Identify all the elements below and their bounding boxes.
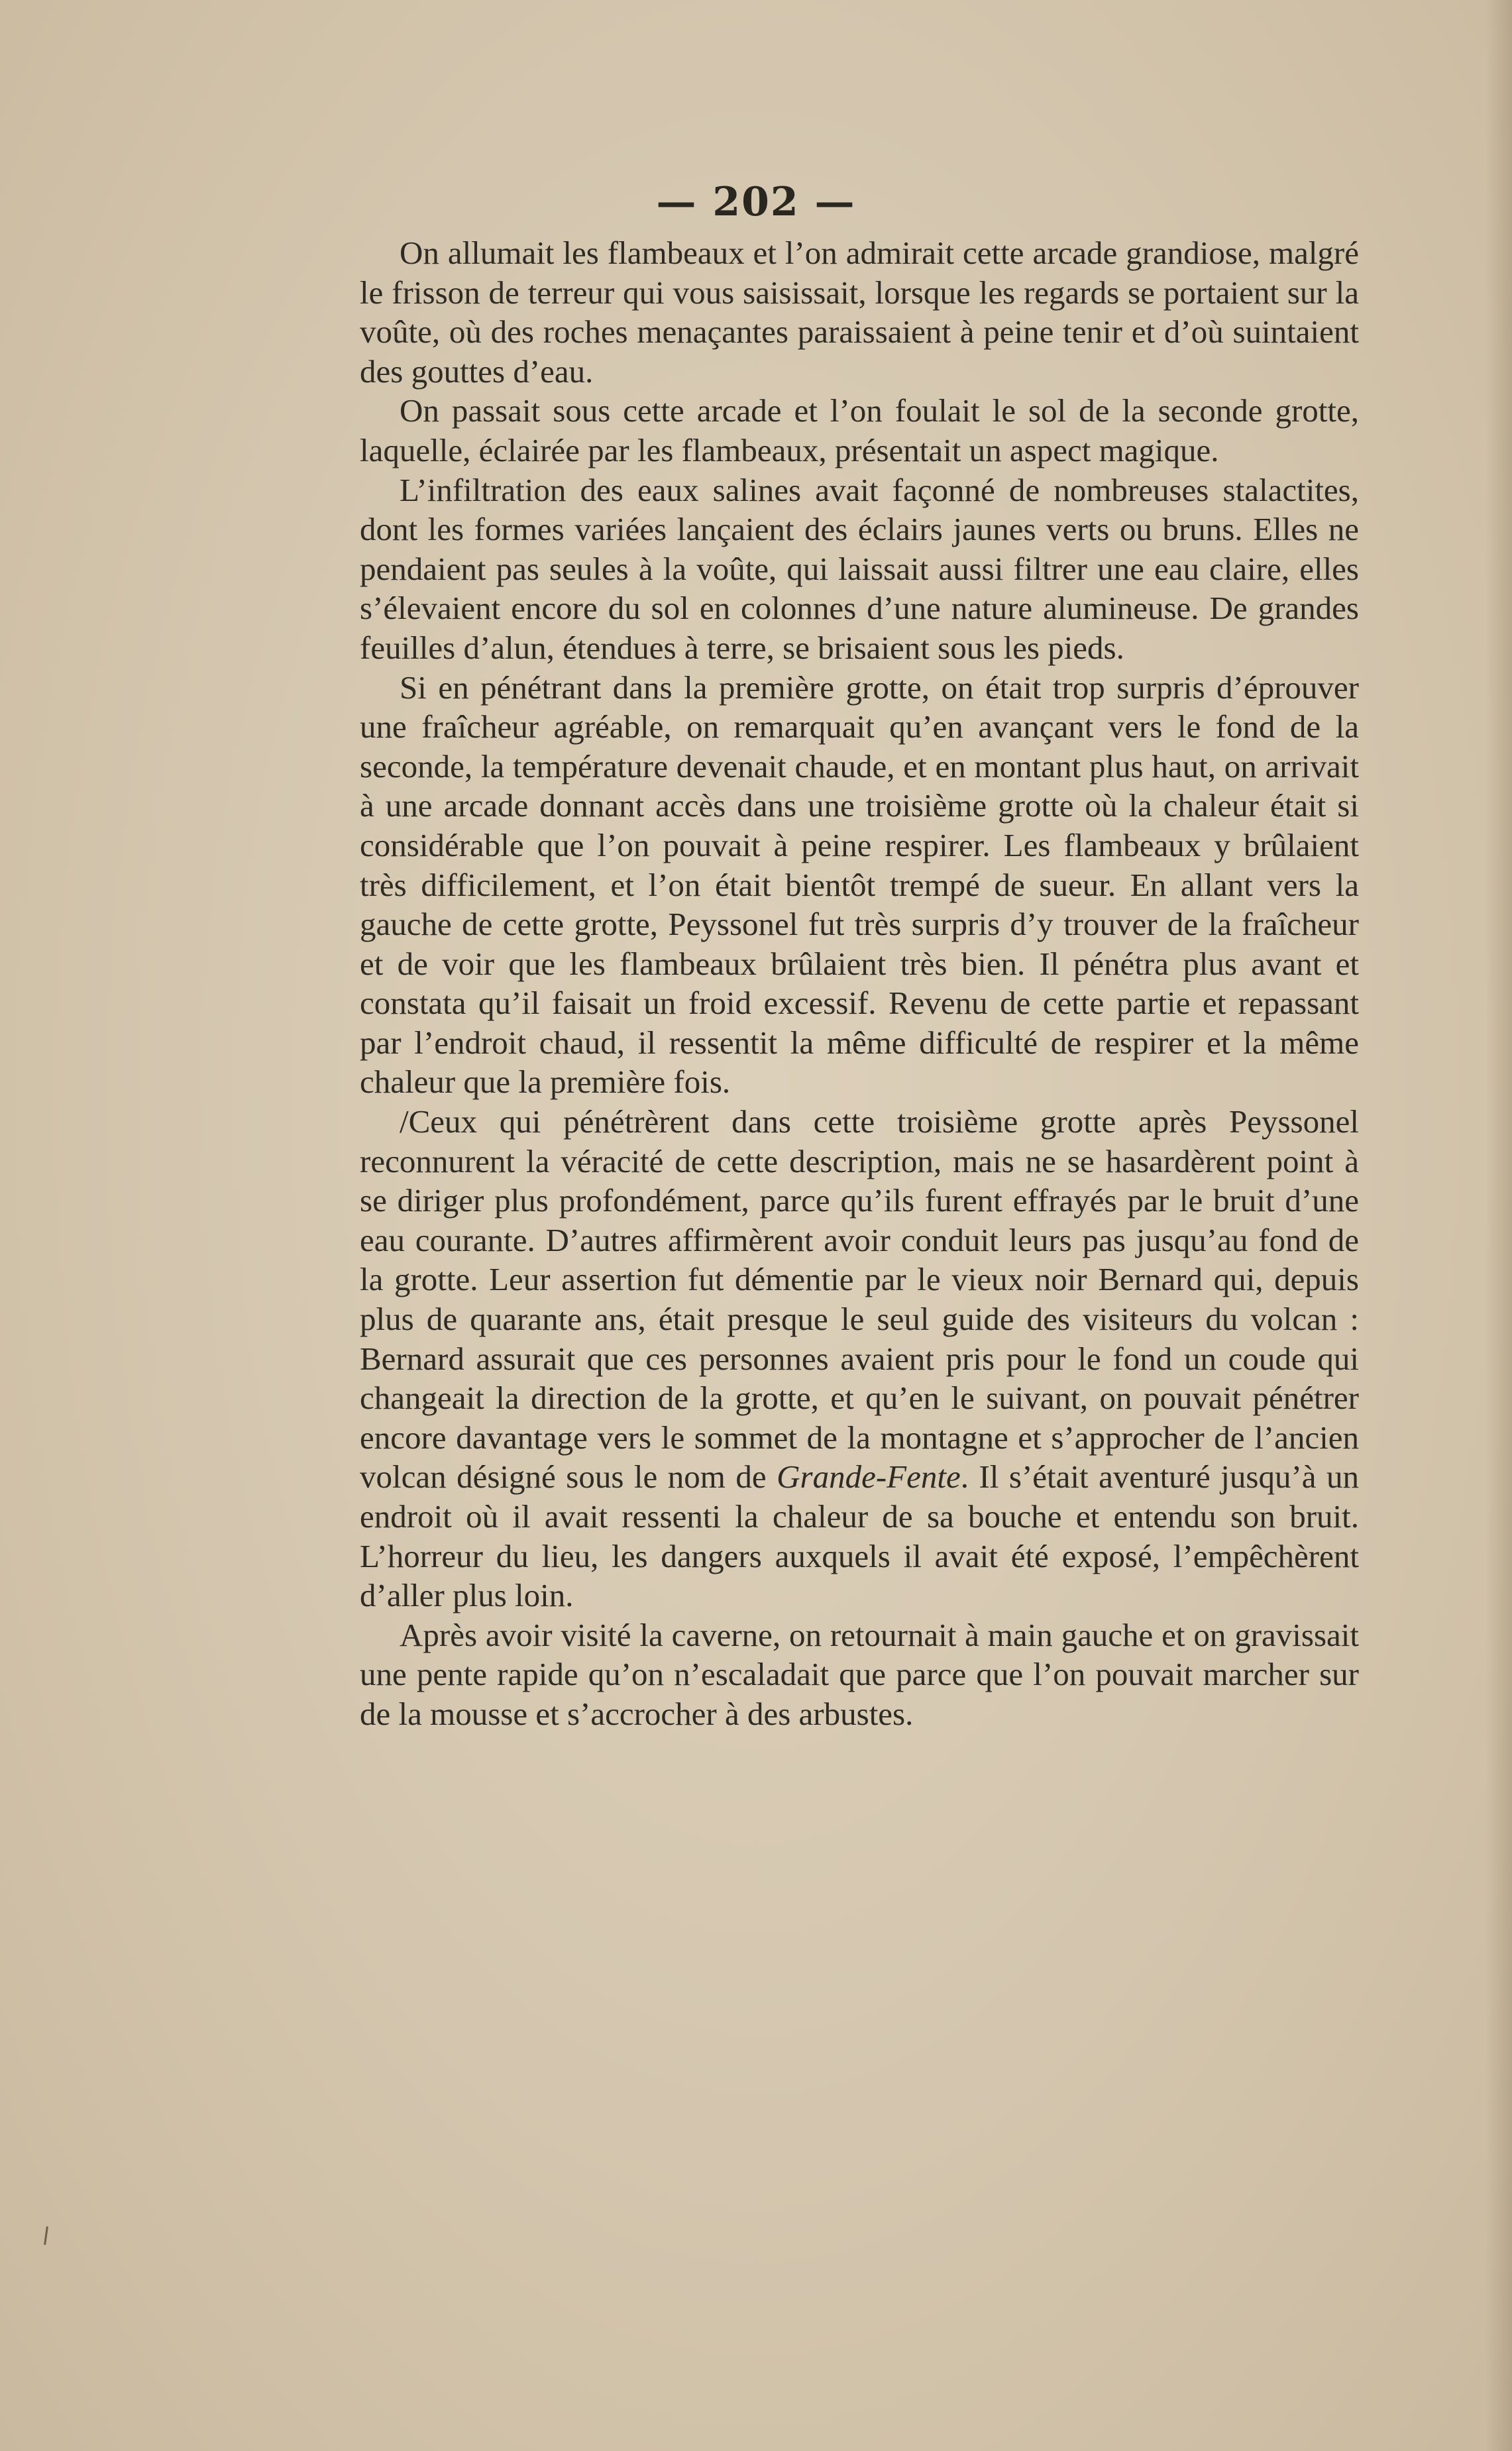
paragraph-5-text: /Ceux qui pénétrèrent dans cette troisième grotte après Peyssonel reconnurent la véracité de cette description, mais ne se hasardèrent point à se diriger plus profondément, parce qu’ils furent effrayés par le bruit d’une eau courante. D’autres affirmèrent avoir conduit leurs pas jusqu’au fond de la grotte. Leur assertion fut démentie par le vieux noir Bernard qui, depuis plus de quarante ans, était presque le seul guide des visiteurs du volcan : Bernard assurait que ces personnes avaient pris pour le fond un coude qui changeait la direction de la grotte, et qu’en le suivant, on pouvait pénétrer encore davantage vers le sommet de la montagne et s’approcher de l’ancien volcan désigné sous le nom de: [360, 1103, 1359, 1496]
page-edge-shadow: [1485, 0, 1512, 2451]
italic-place-name: Grande-Fente: [777, 1458, 961, 1496]
paragraph-5: [360, 1102, 1359, 1615]
paragraph-4: Si en pénétrant dans la première grotte, on était trop surpris d’éprouver une fraîcheur agréable, on remarquait qu’en avançant vers le fond de la seconde, la température devenait chaude, et en montant plus haut, on arrivait à une arcade donnant accès dans une troisième grotte où la chaleur était si considérable que l’on pouvait à peine respirer. Les flambeaux y brûlaient très difficilement, et l’on était bientôt trempé de sueur. En allant vers la gauche de cette grotte, Peyssonel fut très surpris d’y trouver de la fraîcheur et de voir que les flambeaux brûlaient très bien. Il pénétra plus avant et constata qu’il faisait un froid excessif. Revenu de cette partie et repassant par l’endroit chaud, il ressentit la même difficulté de respirer et la même chaleur que la première fois.: [360, 669, 1359, 1101]
paragraph-5-tail: . Il s’était aventuré jusqu’à un endroit où il avait ressenti la chaleur de sa bouche et entendu son bruit. L’horreur du lieu, les dangers auxquels il avait été exposé, l’empêchèrent d’aller plus loin.: [360, 1458, 1359, 1614]
paragraph-2: On passait sous cette arcade et l’on foulait le sol de la seconde grotte, laquelle, éclairée par les flambeaux, présentait un aspect magique.: [360, 392, 1359, 468]
margin-mark: [44, 2226, 48, 2245]
body-text: [360, 233, 1359, 1734]
paragraph-1: On allumait les flambeaux et l’on admirait cette arcade grandiose, malgré le frisson de terreur qui vous saisissait, lorsque les regards se portaient sur la voûte, où des roches menaçantes paraissaient à peine tenir et d’où suintaient des gouttes d’eau.: [360, 235, 1359, 390]
paragraph-3: L’infiltration des eaux salines avait façonné de nombreuses stalactites, dont les formes variées lançaient des éclairs jaunes verts ou bruns. Elles ne pendaient pas seules à la voûte, qui laissait aussi filtrer une eau claire, elles s’élevaient encore du sol en colonnes d’une nature alumineuse. De grandes feuilles d’alun, étendues à terre, se brisaient sous les pieds.: [360, 471, 1359, 666]
page-number: — 202 —: [656, 179, 856, 225]
paragraph-6: Après avoir visité la caverne, on retournait à main gauche et on gravissait une pente rapide qu’on n’escaladait que parce que l’on pouvait marcher sur de la mousse et s’accrocher à des arbustes.: [360, 1616, 1359, 1732]
